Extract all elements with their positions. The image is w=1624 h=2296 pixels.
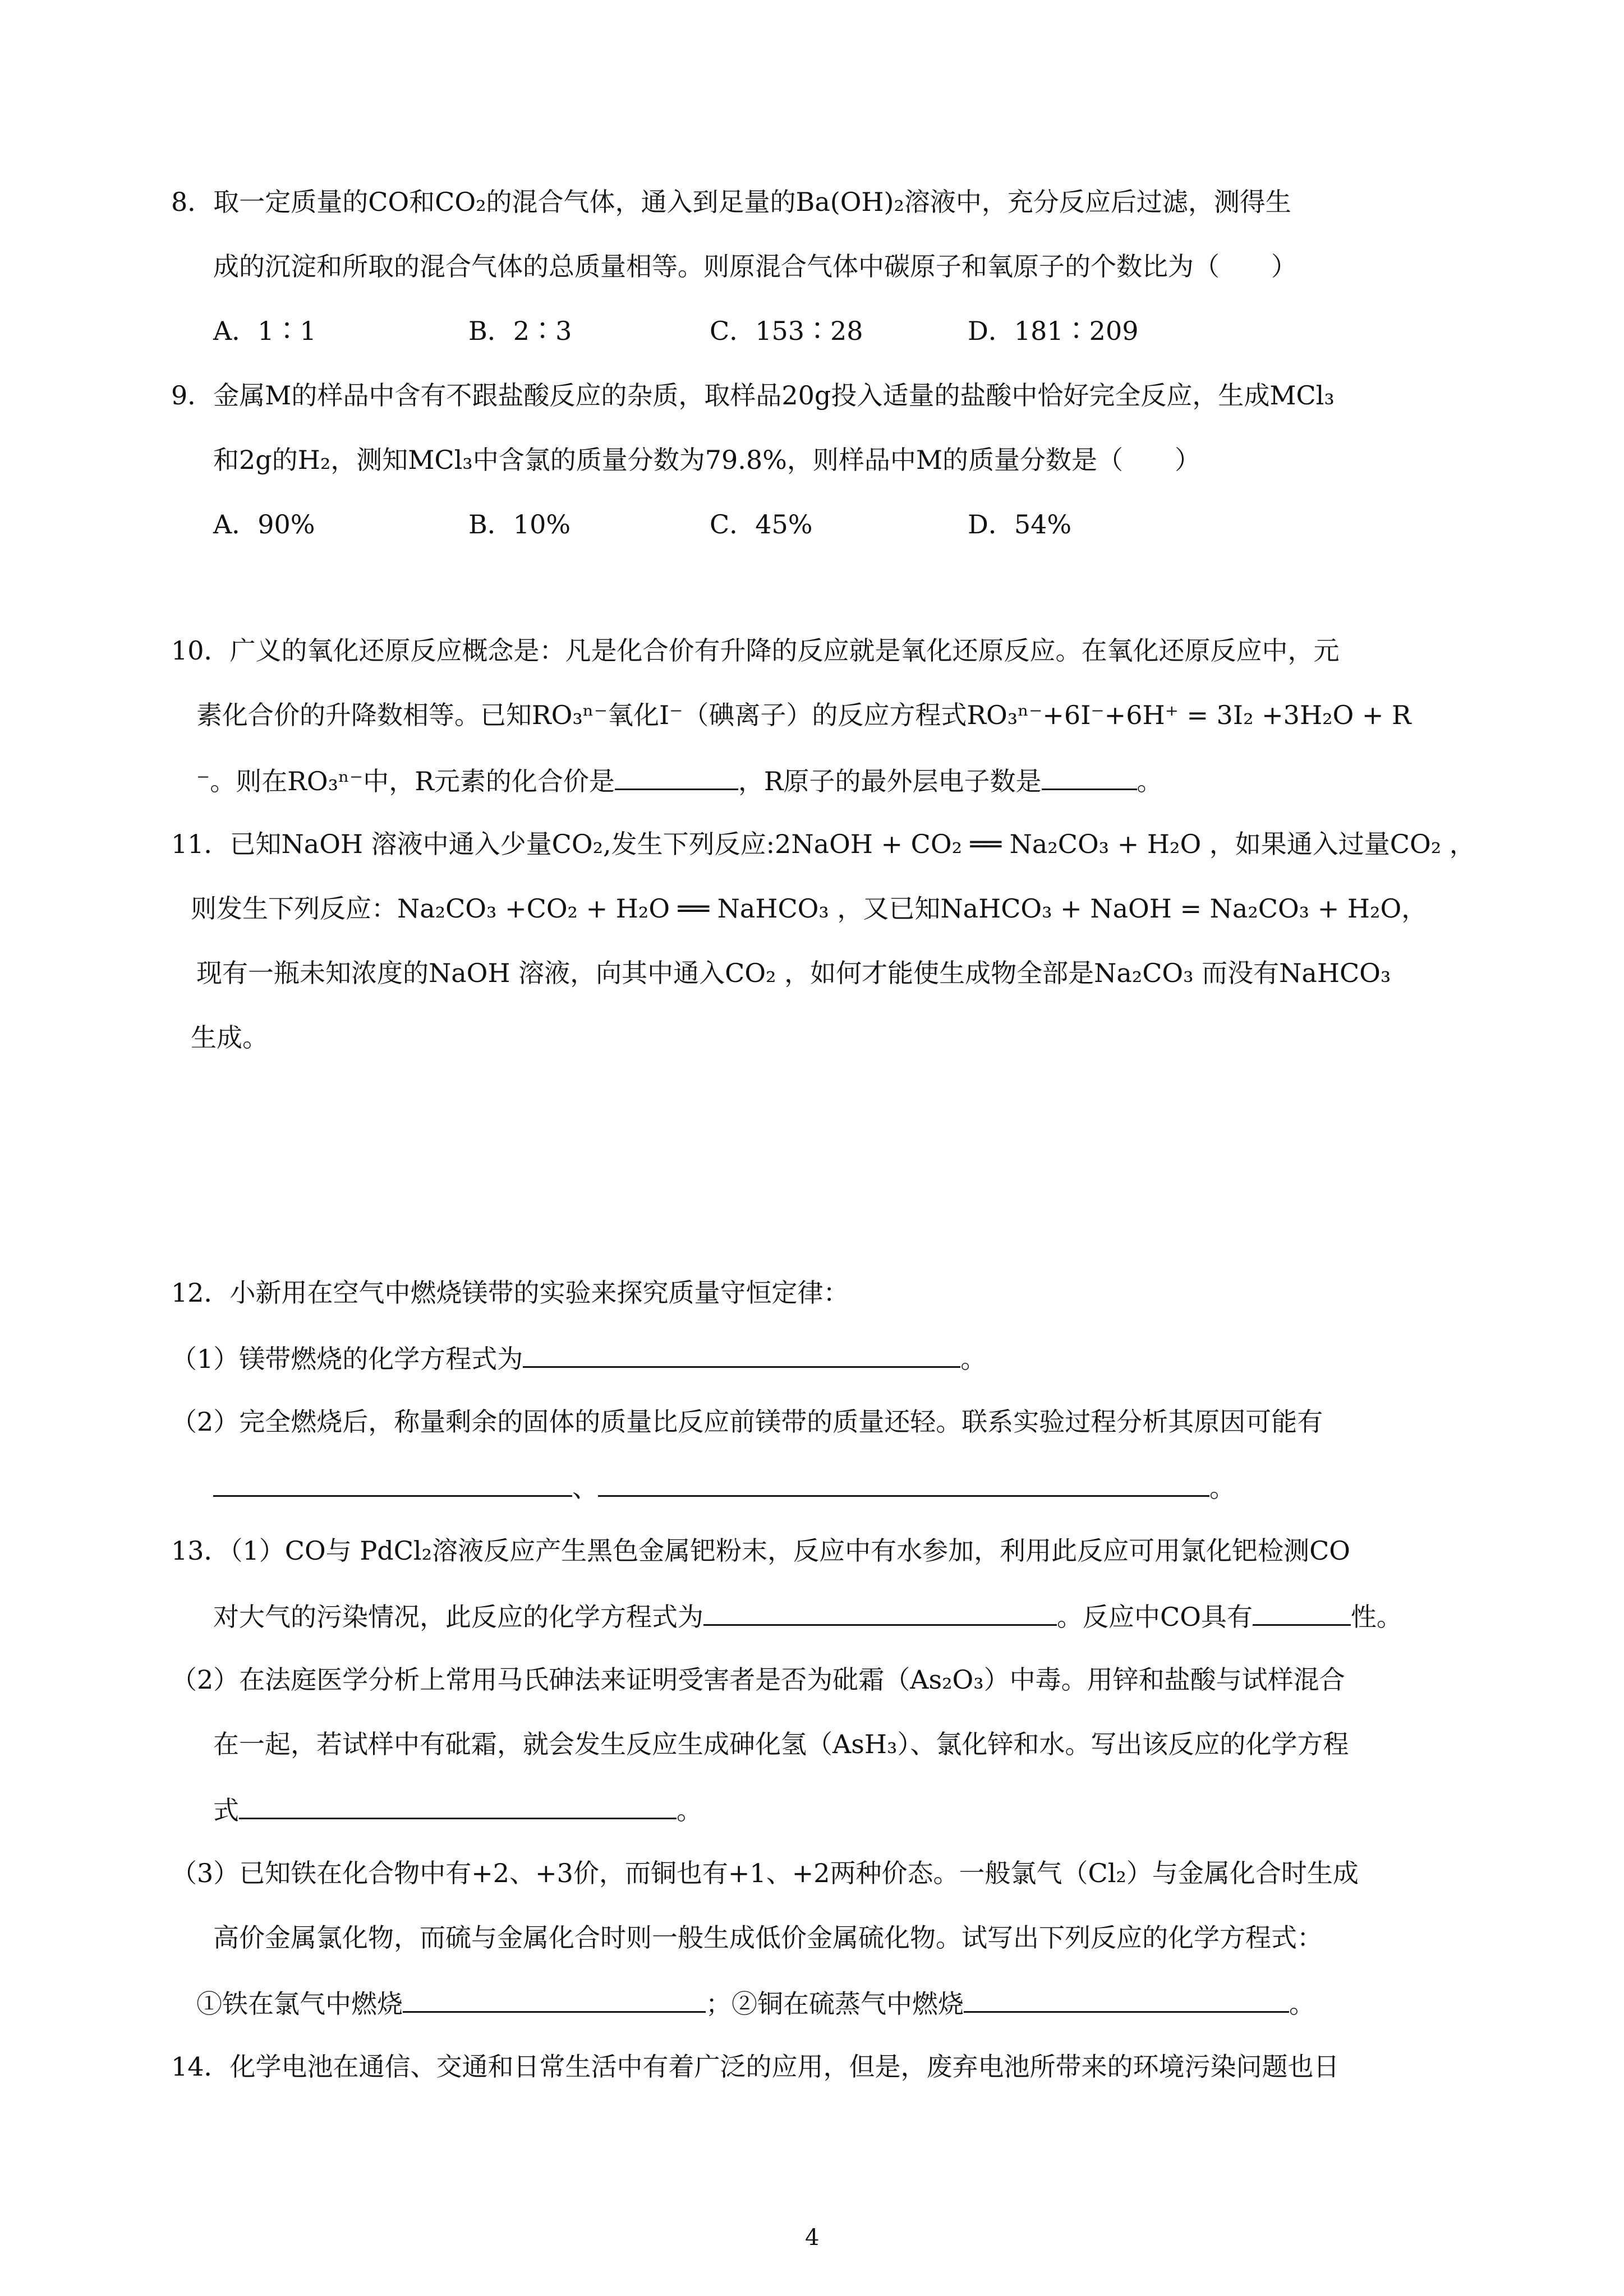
q13-arsenic-equation-blank[interactable] [239, 1792, 677, 1819]
q13-text-a: 对大气的污染情况，此反应的化学方程式为 [213, 1602, 703, 1632]
q10-text-a: ⁻。则在RO₃ⁿ⁻中，R元素的化合价是 [196, 766, 615, 796]
q13-text-d: 式 [213, 1795, 239, 1825]
q13-copper-sulfur-blank[interactable] [964, 1985, 1289, 2013]
q12-line-4 [213, 1469, 1235, 1505]
q13-line-8 [196, 1985, 1315, 2021]
q10-text-c: 。 [1137, 766, 1163, 796]
q10-line-2: 素化合价的升降数相等。已知RO₃ⁿ⁻氧化I⁻（碘离子）的反应方程式RO₃ⁿ⁻+6I⁻+6H⁺ = 3I₂ +3H₂O + R [196, 700, 1411, 730]
q10-valence-blank[interactable] [615, 763, 738, 790]
q14-line-1: 14．化学电池在通信、交通和日常生活中有着广泛的应用，但是，废弃电池所带来的环境污染问题也日 [171, 2051, 1340, 2082]
q10-electron-blank[interactable] [1042, 763, 1137, 790]
q8-option-d[interactable]: D．181∶209 [968, 316, 1139, 346]
q9-line-2: 和2g的H₂，测知MCl₃中含氯的质量分数为79.8%，则样品中M的质量分数是（ ） [213, 445, 1200, 475]
q10-text-b: ，R原子的最外层电子数是 [738, 766, 1042, 796]
q12-line-3: （2）完全燃烧后，称量剩余的固体的质量比反应前镁带的质量还轻。联系实验过程分析其原因可能有 [171, 1407, 1323, 1437]
q8-line-2: 成的沉淀和所取的混合气体的总质量相等。则原混合气体中碳原子和氧原子的个数比为（ ） [213, 251, 1297, 282]
q12-equation-blank[interactable] [523, 1340, 960, 1368]
q13-text-f: ①铁在氯气中燃烧 [196, 1989, 403, 2019]
q13-line-3: （2）在法庭医学分析上常用马氏砷法来证明受害者是否为砒霜（As₂O₃）中毒。用锌和盐酸与试样混合 [171, 1665, 1345, 1695]
q13-text-g: ；②铜在硫蒸气中燃烧 [706, 1989, 964, 2019]
q11-line-2: 则发生下列反应：Na₂CO₃ +CO₂ + H₂O ══ NaHCO₃ ，又已知NaHCO₃ + NaOH = Na₂CO₃ + H₂O， [191, 893, 1428, 924]
q13-text-e: 。 [677, 1795, 702, 1825]
page-number: 4 [805, 2225, 820, 2251]
q11-line-4: 生成。 [191, 1022, 268, 1053]
q9-option-b[interactable]: B．10% [468, 509, 571, 540]
q13-line-5 [213, 1792, 702, 1827]
q11-line-3: 现有一瓶未知浓度的NaOH 溶液，向其中通入CO₂ ，如何才能使生成物全部是Na₂CO₃ 而没有NaHCO₃ [196, 958, 1391, 988]
q13-line-7: 高价金属氯化物，而硫与金属化合时则一般生成低价金属硫化物。试写出下列反应的化学方程式： [213, 1922, 1323, 1953]
q13-line-6: （3）已知铁在化合物中有+2、+3价，而铜也有+1、+2两种价态。一般氯气（Cl₂）与金属化合时生成 [171, 1858, 1359, 1888]
q13-line-2 [213, 1598, 1402, 1634]
q8-option-b[interactable]: B．2∶3 [468, 316, 572, 346]
q13-text-b: 。反应中CO具有 [1057, 1602, 1253, 1632]
q9-option-a[interactable]: A．90% [213, 509, 315, 540]
q12-reason-blank-2[interactable] [598, 1469, 1209, 1497]
q12-line-1: 12．小新用在空气中燃烧镁带的实验来探究质量守恒定律： [171, 1278, 849, 1308]
q12-text-b: 。 [960, 1344, 987, 1374]
q13-text-c: 性。 [1350, 1602, 1402, 1632]
q12-reason-blank-1[interactable] [213, 1469, 572, 1497]
q8-option-a[interactable]: A．1∶1 [213, 316, 316, 346]
q8-option-c[interactable]: C．153∶28 [710, 316, 863, 346]
q12-line-2 [171, 1340, 986, 1376]
q9-option-d[interactable]: D．54% [968, 509, 1072, 540]
q13-text-h: 。 [1289, 1989, 1315, 2019]
q12-end: 。 [1209, 1473, 1235, 1503]
q13-iron-chlorine-blank[interactable] [403, 1985, 706, 2013]
q11-line-1: 11．已知NaOH 溶液中通入少量CO₂,发生下列反应:2NaOH + CO₂ ══ Na₂CO₃ + H₂O ，如果通入过量CO₂ ， [171, 829, 1475, 859]
q10-line-3 [196, 763, 1163, 798]
q13-property-blank[interactable] [1253, 1598, 1351, 1626]
q12-separator: 、 [572, 1473, 598, 1503]
q13-line-4: 在一起，若试样中有砒霜，就会发生反应生成砷化氢（AsH₃）、氯化锌和水。写出该反应的化学方程 [213, 1729, 1349, 1759]
q12-text-a: （1）镁带燃烧的化学方程式为 [171, 1344, 523, 1374]
q13-equation-blank[interactable] [703, 1598, 1057, 1626]
q9-option-c[interactable]: C．45% [710, 509, 813, 540]
q8-line-1: 8．取一定质量的CO和CO₂的混合气体，通入到足量的Ba(OH)₂溶液中，充分反应后过滤，测得生 [171, 187, 1291, 217]
q13-line-1: 13．（1）CO与 PdCl₂溶液反应产生黑色金属钯粉末，反应中有水参加，利用此反应可用氯化钯检测CO [171, 1536, 1350, 1566]
q10-line-1: 10．广义的氧化还原反应概念是：凡是化合价有升降的反应就是氧化还原反应。在氧化还原反应中，元 [171, 635, 1340, 666]
q9-line-1: 9．金属M的样品中含有不跟盐酸反应的杂质，取样品20g投入适量的盐酸中恰好完全反应，生成MCl₃ [171, 380, 1335, 411]
